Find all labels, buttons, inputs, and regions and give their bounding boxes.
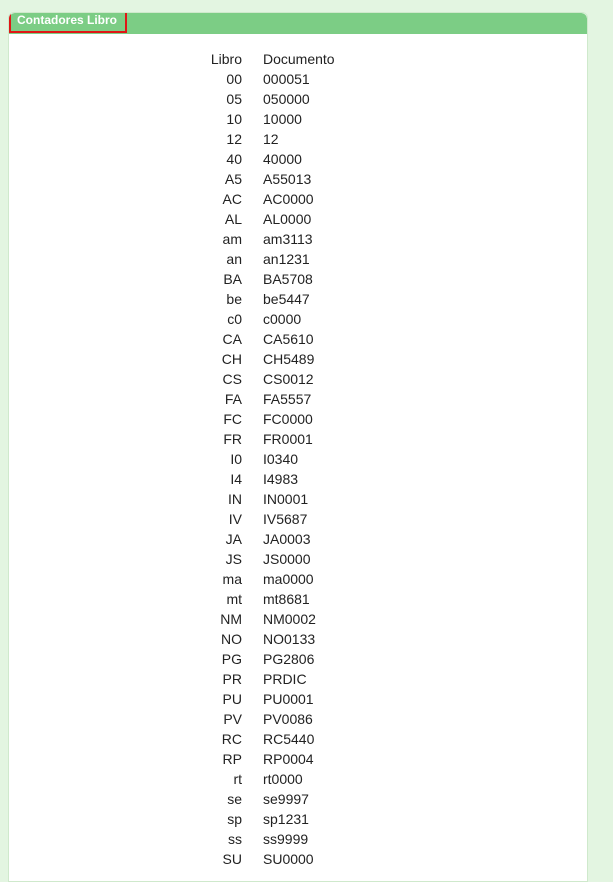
cell-libro: CH xyxy=(221,351,242,367)
cell-documento: PRDIC xyxy=(263,671,307,687)
cell-libro: NM xyxy=(220,611,242,627)
cell-libro: I0 xyxy=(230,451,242,467)
table-row xyxy=(189,149,335,169)
cell-documento: BA5708 xyxy=(263,271,313,287)
table-row xyxy=(189,549,335,569)
cell-documento: PV0086 xyxy=(263,711,313,727)
cell-libro: 40 xyxy=(226,151,242,167)
table-row xyxy=(189,449,335,469)
table-row xyxy=(189,769,335,789)
cell-documento: IN0001 xyxy=(263,491,309,507)
cell-libro: rt xyxy=(233,771,242,787)
cell-libro: CA xyxy=(222,331,242,347)
table-row xyxy=(189,249,335,269)
cell-documento: I0340 xyxy=(263,451,299,467)
table-row xyxy=(189,589,335,609)
cell-libro: 05 xyxy=(226,91,242,107)
table-row xyxy=(189,689,335,709)
cell-libro: PG xyxy=(221,651,242,667)
table-row xyxy=(189,209,335,229)
cell-libro: I4 xyxy=(230,471,242,487)
cell-libro: RP xyxy=(222,751,242,767)
cell-libro: SU xyxy=(222,851,242,867)
cell-documento: FA5557 xyxy=(263,391,312,407)
cell-libro: JS xyxy=(225,551,242,567)
table-row xyxy=(189,669,335,689)
cell-documento: JS0000 xyxy=(263,551,311,567)
header-libro: Libro xyxy=(210,51,242,67)
cell-libro: an xyxy=(226,251,242,267)
table-row xyxy=(189,369,335,389)
table-row xyxy=(189,389,335,409)
table-row xyxy=(189,129,335,149)
cell-documento: RC5440 xyxy=(263,731,315,747)
cell-documento: SU0000 xyxy=(263,851,314,867)
cell-documento: NO0133 xyxy=(263,631,316,647)
panel-title[interactable]: Contadores Libro xyxy=(9,12,127,33)
cell-libro: FR xyxy=(223,431,242,447)
table-row xyxy=(189,569,335,589)
cell-documento: c0000 xyxy=(263,311,302,327)
table-row xyxy=(189,529,335,549)
table-row xyxy=(189,609,335,629)
table-row xyxy=(189,109,335,129)
cell-libro: JA xyxy=(225,531,242,547)
table-row xyxy=(189,709,335,729)
cell-libro: AC xyxy=(222,191,242,207)
table-body xyxy=(189,69,335,869)
cell-documento: sp1231 xyxy=(263,811,309,827)
cell-documento: 10000 xyxy=(263,111,302,127)
cell-documento: 12 xyxy=(263,131,279,147)
table-row xyxy=(189,409,335,429)
table-header-row xyxy=(189,49,335,69)
cell-libro: ss xyxy=(228,831,242,847)
table-row xyxy=(189,349,335,369)
cell-documento: CS0012 xyxy=(263,371,314,387)
table-row xyxy=(189,489,335,509)
cell-documento: CH5489 xyxy=(263,351,315,367)
table-row xyxy=(189,309,335,329)
cell-libro: CS xyxy=(222,371,242,387)
cell-documento: IV5687 xyxy=(263,511,308,527)
cell-libro: IN xyxy=(228,491,242,507)
cell-libro: PR xyxy=(222,671,242,687)
cell-libro: NO xyxy=(221,631,242,647)
cell-documento: FR0001 xyxy=(263,431,313,447)
cell-documento: AL0000 xyxy=(263,211,312,227)
cell-documento: AC0000 xyxy=(263,191,314,207)
cell-libro: AL xyxy=(224,211,242,227)
cell-documento: FC0000 xyxy=(263,411,313,427)
table-row xyxy=(189,269,335,289)
table-row xyxy=(189,329,335,349)
cell-libro: PV xyxy=(223,711,242,727)
cell-documento: 000051 xyxy=(263,71,310,87)
cell-libro: be xyxy=(226,291,242,307)
cell-libro: FA xyxy=(224,391,242,407)
contadores-libro-panel xyxy=(8,12,588,882)
cell-documento: PG2806 xyxy=(263,651,315,667)
cell-documento: be5447 xyxy=(263,291,310,307)
cell-libro: IV xyxy=(228,511,242,527)
cell-libro: am xyxy=(222,231,242,247)
table-row xyxy=(189,749,335,769)
table-row xyxy=(189,429,335,449)
header-documento: Documento xyxy=(263,51,335,67)
cell-libro: BA xyxy=(223,271,242,287)
cell-documento: 050000 xyxy=(263,91,310,107)
table-row xyxy=(189,89,335,109)
table-row xyxy=(189,729,335,749)
counters-table xyxy=(189,49,335,869)
cell-documento: JA0003 xyxy=(263,531,311,547)
cell-documento: 40000 xyxy=(263,151,302,167)
cell-documento: rt0000 xyxy=(263,771,303,787)
table-row xyxy=(189,849,335,869)
cell-libro: c0 xyxy=(227,311,242,327)
table-row xyxy=(189,69,335,89)
panel-header xyxy=(9,13,587,34)
cell-documento: ma0000 xyxy=(263,571,314,587)
cell-libro: A5 xyxy=(224,171,242,187)
table-row xyxy=(189,829,335,849)
cell-documento: am3113 xyxy=(263,231,313,247)
table-row xyxy=(189,469,335,489)
cell-libro: PU xyxy=(222,691,242,707)
table-row xyxy=(189,629,335,649)
cell-libro: 00 xyxy=(226,71,242,87)
cell-libro: FC xyxy=(223,411,242,427)
cell-documento: mt8681 xyxy=(263,591,310,607)
cell-documento: I4983 xyxy=(263,471,299,487)
cell-libro: se xyxy=(227,791,242,807)
cell-documento: CA5610 xyxy=(263,331,314,347)
cell-documento: RP0004 xyxy=(263,751,314,767)
table-row xyxy=(189,169,335,189)
table-row xyxy=(189,189,335,209)
table-row xyxy=(189,789,335,809)
cell-documento: se9997 xyxy=(263,791,309,807)
cell-libro: RC xyxy=(221,731,242,747)
cell-documento: an1231 xyxy=(263,251,310,267)
table-row xyxy=(189,289,335,309)
cell-libro: 12 xyxy=(226,131,242,147)
cell-libro: mt xyxy=(226,591,242,607)
cell-libro: sp xyxy=(227,811,242,827)
cell-documento: A55013 xyxy=(263,171,312,187)
cell-libro: 10 xyxy=(226,111,242,127)
cell-libro: ma xyxy=(222,571,242,587)
table-row xyxy=(189,229,335,249)
table-row xyxy=(189,809,335,829)
cell-documento: ss9999 xyxy=(263,831,309,847)
table-row xyxy=(189,649,335,669)
cell-documento: NM0002 xyxy=(263,611,316,627)
table-row xyxy=(189,509,335,529)
cell-documento: PU0001 xyxy=(263,691,314,707)
